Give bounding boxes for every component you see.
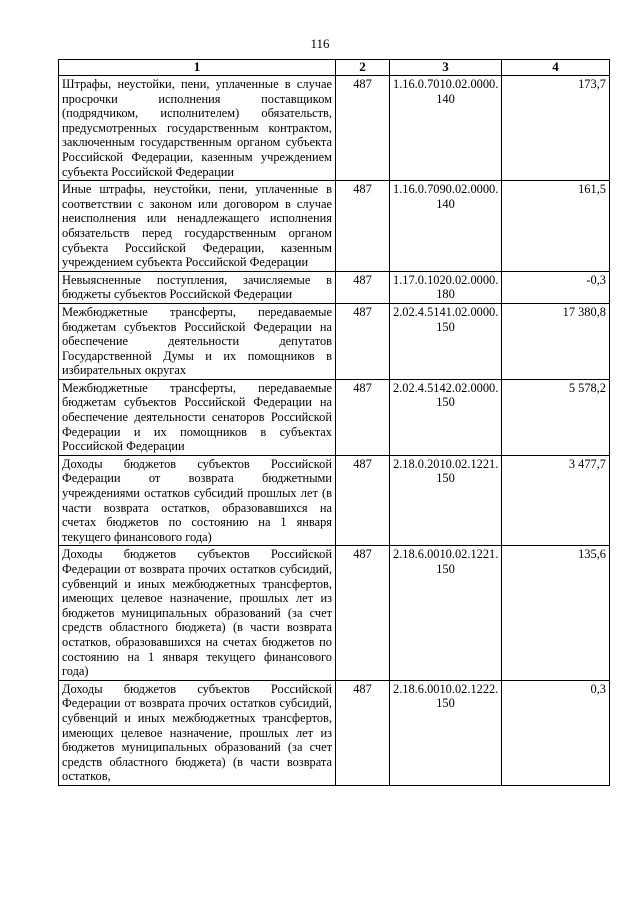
table-header-row	[59, 60, 610, 76]
row-code: 487	[336, 271, 390, 303]
row-name: Иные штрафы, неустойки, пени, уплаченные в соответствии с законом или договором в случае неисполнения или ненадлежащего исполнения обязательств перед государственным органом субъекта Российской Федерации, казенным учреждением субъекта Российской Федерации	[59, 181, 336, 272]
row-code: 487	[336, 303, 390, 379]
row-amount: 161,5	[502, 181, 610, 272]
row-name: Доходы бюджетов субъектов Российской Федерации от возврата прочих остатков субсидий, субвенций и иных межбюджетных трансфертов, имеющих целевое назначение, прошлых лет из бюджетов муниципальных образований (за счет средств областного бюджета) (в части возврата остатков, образовавшихся на счетах бюджетов по состоянию на 1 января текущего финансового года)	[59, 546, 336, 680]
row-code: 487	[336, 546, 390, 680]
row-amount: 5 578,2	[502, 379, 610, 455]
header-col-2: 2	[336, 60, 390, 76]
row-code: 487	[336, 379, 390, 455]
header-col-3: 3	[390, 60, 502, 76]
row-name: Межбюджетные трансферты, передаваемые бюджетам субъектов Российской Федерации на обеспечение деятельности сенаторов Российской Федерации и их помощников в субъектах Российской Федерации	[59, 379, 336, 455]
row-name: Доходы бюджетов субъектов Российской Федерации от возврата прочих остатков субсидий, субвенций и иных межбюджетных трансфертов, имеющих целевое назначение, прошлых лет из бюджетов муниципальных образований (за счет средств областного бюджета) (в части возврата остатков,	[59, 680, 336, 785]
row-amount: 0,3	[502, 680, 610, 785]
revenue-table	[58, 59, 610, 786]
row-kbk: 1.17.0.1020.02.0000. 180	[390, 271, 502, 303]
table-row	[59, 271, 610, 303]
row-name: Межбюджетные трансферты, передаваемые бюджетам субъектов Российской Федерации на обеспечение деятельности депутатов Государственной Думы и их помощников в избирательных округах	[59, 303, 336, 379]
row-amount: 3 477,7	[502, 455, 610, 546]
row-kbk: 1.16.0.7010.02.0000. 140	[390, 76, 502, 181]
table-row	[59, 76, 610, 181]
table-row	[59, 303, 610, 379]
table-row	[59, 680, 610, 785]
row-kbk: 1.16.0.7090.02.0000. 140	[390, 181, 502, 272]
header-col-1: 1	[59, 60, 336, 76]
row-name: Невыясненные поступления, зачисляемые в бюджеты субъектов Российской Федерации	[59, 271, 336, 303]
row-name: Доходы бюджетов субъектов Российской Федерации от возврата бюджетными учреждениями остатков субсидий прошлых лет (в части возврата остатков, образовавшихся на счетах бюджетов по состоянию на 1 января текущего финансового года)	[59, 455, 336, 546]
table-row	[59, 181, 610, 272]
row-kbk: 2.18.6.0010.02.1222. 150	[390, 680, 502, 785]
row-amount: 173,7	[502, 76, 610, 181]
row-code: 487	[336, 181, 390, 272]
page-number: 116	[310, 36, 330, 51]
table-row	[59, 379, 610, 455]
table-row	[59, 546, 610, 680]
row-amount: 17 380,8	[502, 303, 610, 379]
row-name: Штрафы, неустойки, пени, уплаченные в случае просрочки исполнения поставщиком (подрядчиком, исполнителем) обязательств, предусмотренных государственным контрактом, заключенным государственным органом субъекта Российской Федерации, казенным учреждением субъекта Российской Федерации	[59, 76, 336, 181]
row-kbk: 2.18.0.2010.02.1221. 150	[390, 455, 502, 546]
row-amount: -0,3	[502, 271, 610, 303]
row-code: 487	[336, 455, 390, 546]
row-kbk: 2.02.4.5141.02.0000. 150	[390, 303, 502, 379]
row-code: 487	[336, 76, 390, 181]
table-row	[59, 455, 610, 546]
row-kbk: 2.02.4.5142.02.0000. 150	[390, 379, 502, 455]
header-col-4: 4	[502, 60, 610, 76]
row-code: 487	[336, 680, 390, 785]
row-amount: 135,6	[502, 546, 610, 680]
row-kbk: 2.18.6.0010.02.1221. 150	[390, 546, 502, 680]
